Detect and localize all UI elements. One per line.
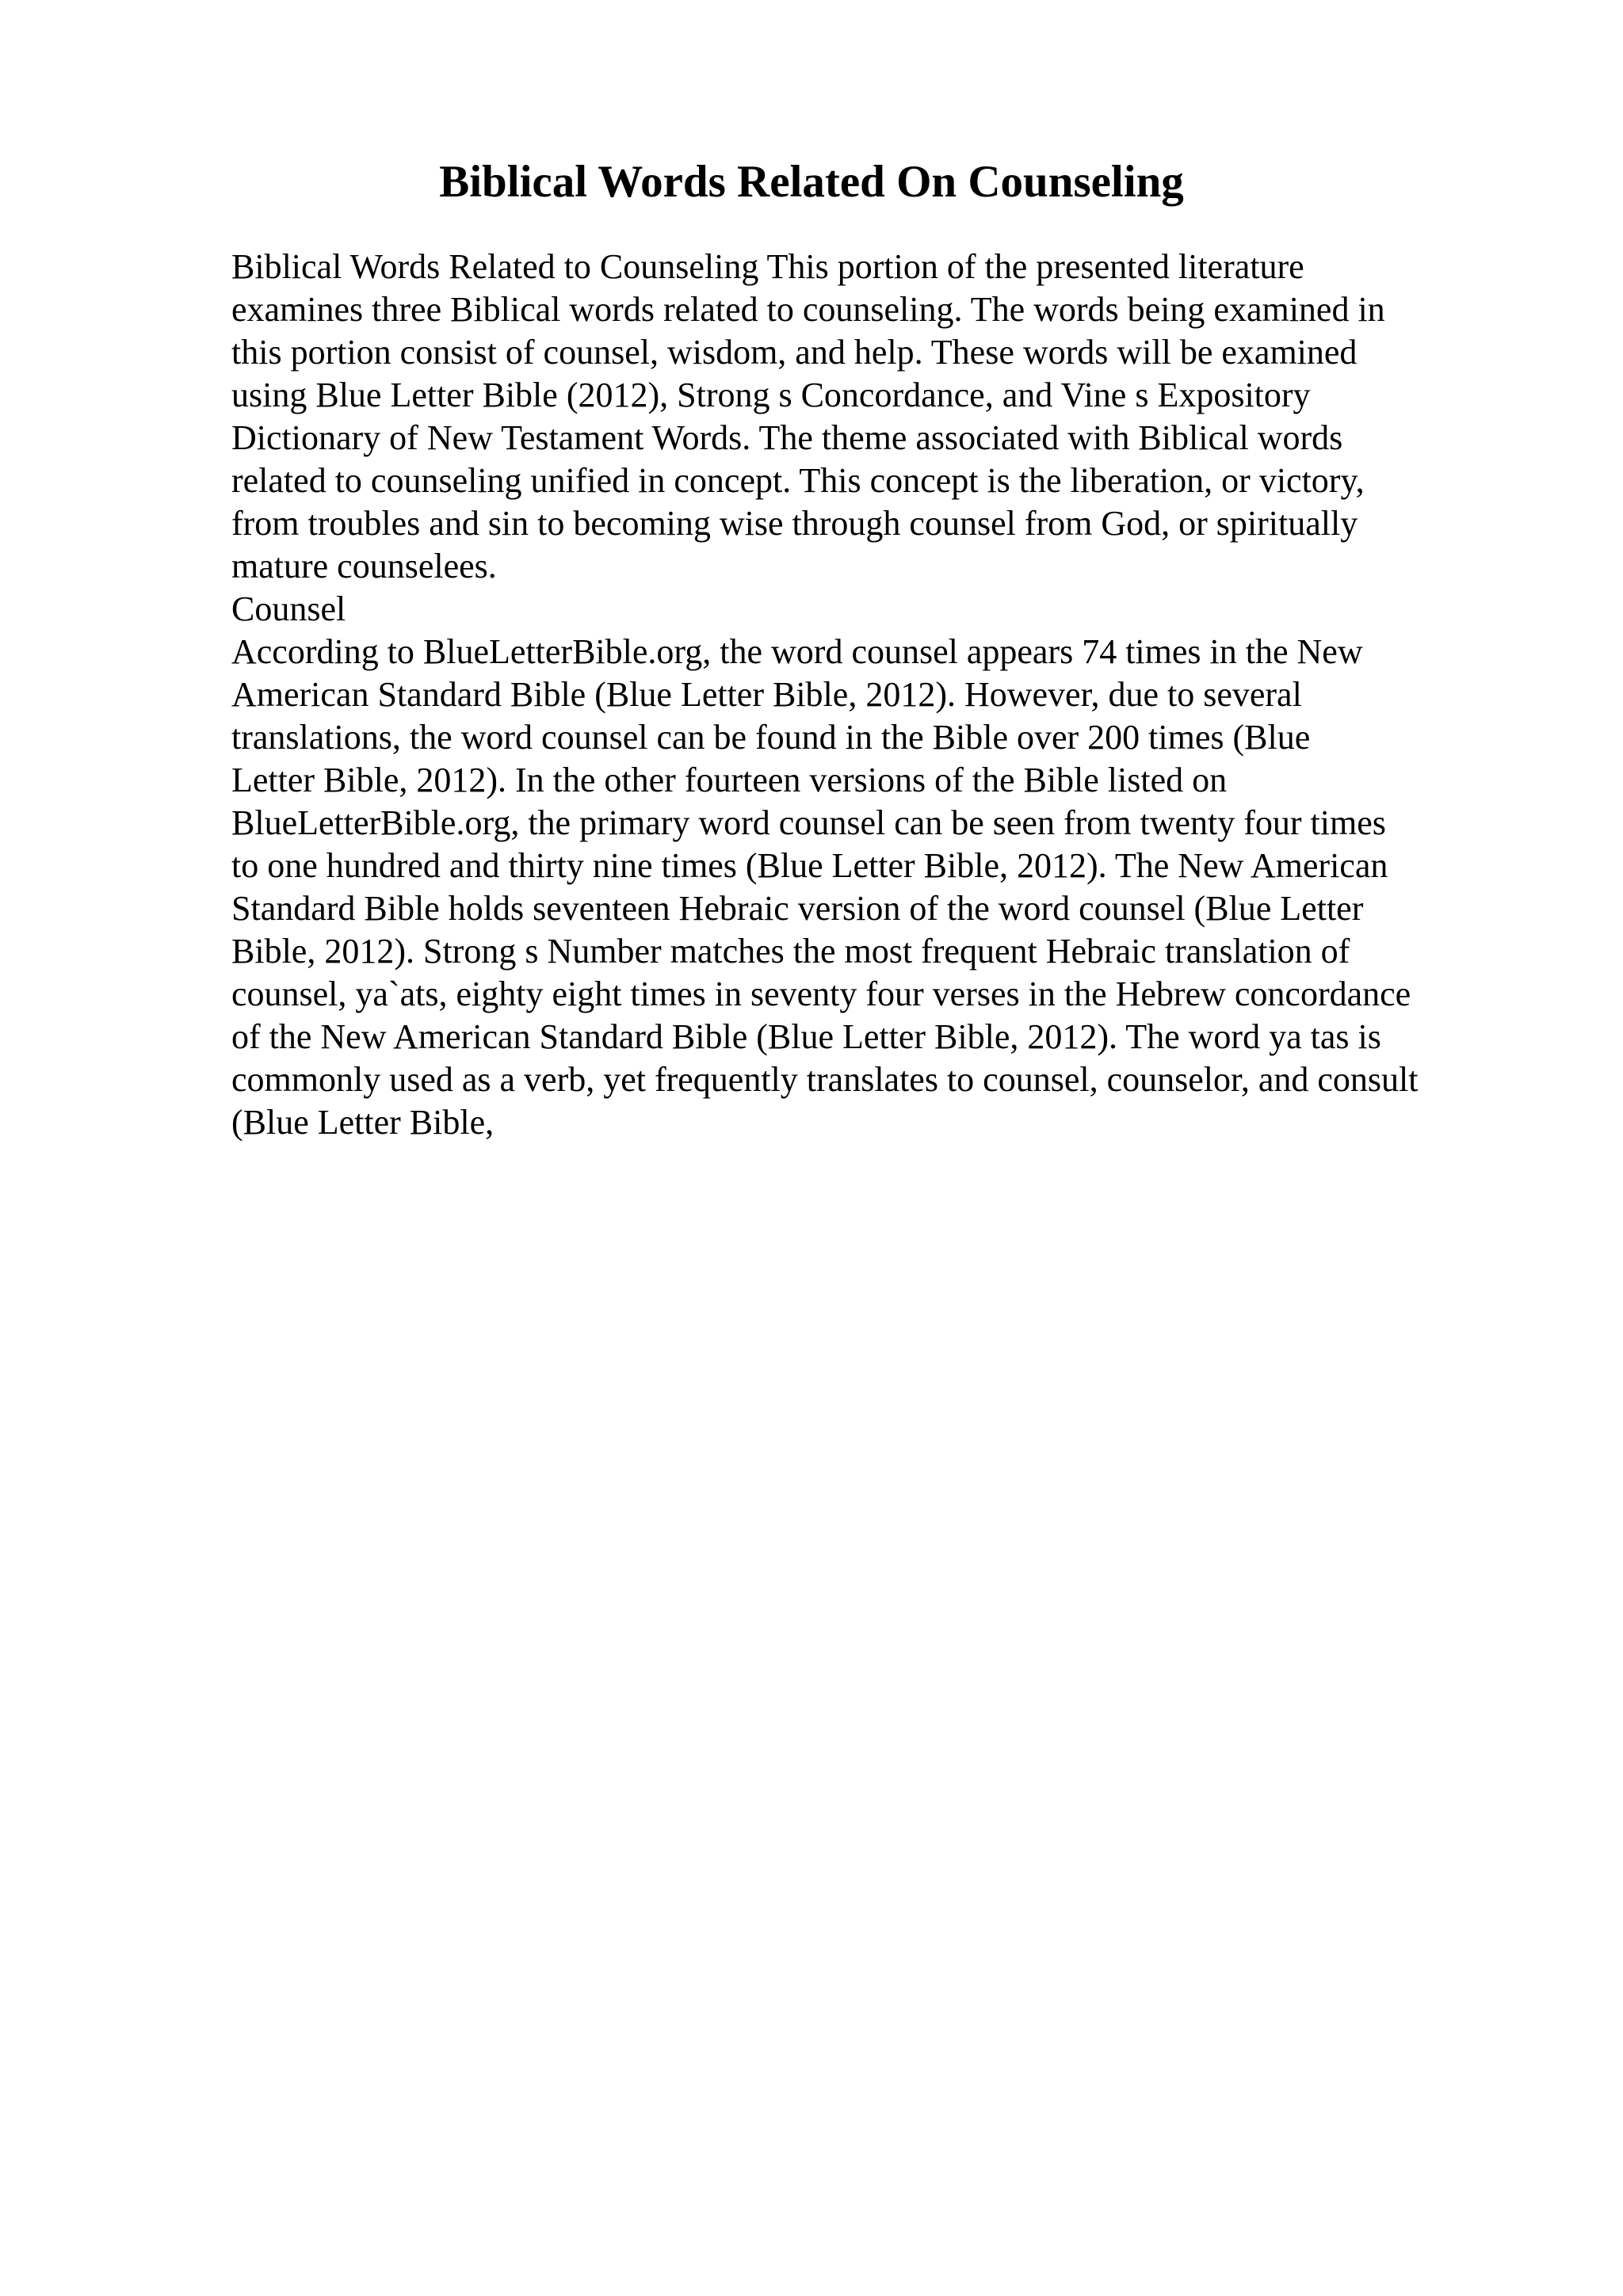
text-line: mature counselees. [231,547,497,585]
document-body [231,246,1515,1144]
text-line: related to counseling unified in concept. This concept is the liberation, or victory, [231,461,1365,500]
text-line: translations, the word counsel can be found in the Bible over 200 times (Blue [231,718,1311,757]
text-line: examines three Biblical words related to counseling. The words being examined in [231,290,1385,329]
text-line: from troubles and sin to becoming wise through counsel from God, or spiritually [231,504,1358,543]
text-line: Dictionary of New Testament Words. The theme associated with Biblical words [231,418,1343,457]
text-line: Biblical Words Related to Counseling This portion of the presented literature [231,247,1304,286]
text-line: American Standard Bible (Blue Letter Bible, 2012). However, due to several [231,675,1302,714]
text-line: (Blue Letter Bible, [231,1103,495,1142]
text-line: commonly used as a verb, yet frequently translates to counsel, counselor, and consult [231,1060,1419,1099]
section-heading-counsel: Counsel [231,589,346,628]
document-title: Biblical Words Related On Counseling [439,157,1184,207]
text-line: to one hundred and thirty nine times (Blue Letter Bible, 2012). The New American [231,846,1388,885]
text-line: Letter Bible, 2012). In the other fourteen versions of the Bible listed on [231,761,1228,799]
text-line: of the New American Standard Bible (Blue Letter Bible, 2012). The word ya tas is [231,1017,1381,1056]
text-line: counsel, ya`ats, eighty eight times in seventy four verses in the Hebrew concordance [231,974,1411,1013]
text-line: Bible, 2012). Strong s Number matches the most frequent Hebraic translation of [231,932,1350,971]
text-line: this portion consist of counsel, wisdom, and help. These words will be examined [231,333,1358,372]
text-line: Standard Bible holds seventeen Hebraic version of the word counsel (Blue Letter [231,889,1364,928]
text-line: According to BlueLetterBible.org, the word counsel appears 74 times in the New [231,632,1363,671]
text-line: using Blue Letter Bible (2012), Strong s Concordance, and Vine s Expository [231,376,1311,414]
text-line: BlueLetterBible.org, the primary word counsel can be seen from twenty four times [231,803,1386,842]
